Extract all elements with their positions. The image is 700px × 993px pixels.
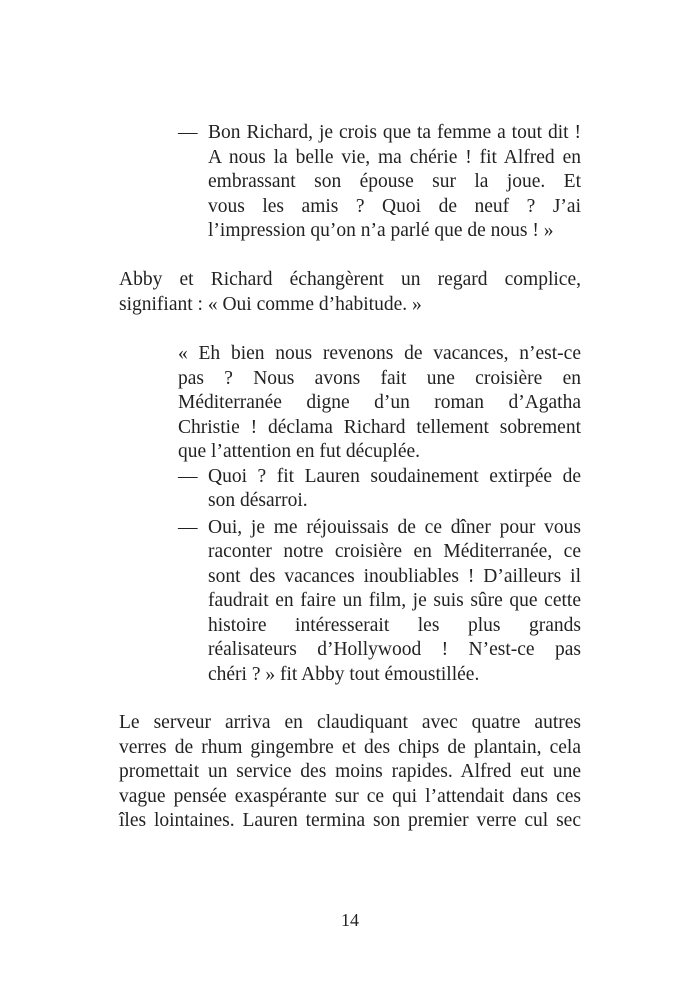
text-line: réalisateurs d’Hollywood ! N’est-ce pas <box>208 639 581 660</box>
text-line: A nous la belle vie, ma chérie ! fit Alfred en <box>208 146 581 168</box>
text-line: Christie ! déclama Richard tellement sobrement <box>178 416 581 438</box>
text-line: que l’attention en fut décuplée. <box>178 441 421 462</box>
dialogue-dash: — <box>178 465 198 487</box>
dialogue-abby <box>178 516 581 688</box>
text-line: Bon Richard, je crois que ta femme a tout dit ! <box>208 122 581 143</box>
paragraph-serveur <box>119 711 581 834</box>
dialogue-alfred <box>178 121 581 244</box>
text-line: Oui, je me réjouissais de ce dîner pour vous <box>208 516 581 538</box>
quote-block <box>178 342 581 687</box>
text-line: histoire intéresserait les plus grands <box>208 614 581 636</box>
page-number: 14 <box>341 910 359 930</box>
text-line: Quoi ? fit Lauren soudainement extirpée de <box>208 465 581 487</box>
dialogue-lauren <box>178 465 581 514</box>
text-line: chéri ? » fit Abby tout émoustillée. <box>208 663 480 685</box>
paragraph-abby-richard <box>119 268 581 317</box>
text-line: îles lointaines. Lauren termina son premier verre cul sec <box>119 810 581 831</box>
text-line: Abby et Richard échangèrent un regard complice, <box>119 269 581 290</box>
text-line: signifiant : « Oui comme d’habitude. » <box>119 293 422 315</box>
text-line: l’impression qu’on n’a parlé que de nous ! » <box>208 220 554 241</box>
dialogue-dash: — <box>178 122 198 143</box>
text-line: verres de rhum gingembre et des chips de plantain, cela <box>119 736 581 758</box>
text-line: vague pensée exaspérante sur ce qui l’attendait dans ces <box>119 785 581 807</box>
text-line: Méditerranée digne d’un roman d’Agatha <box>178 392 581 413</box>
text-line: vous les amis ? Quoi de neuf ? J’ai <box>208 195 581 217</box>
text-line: raconter notre croisière en Méditerranée, ce <box>208 541 581 562</box>
text-line: sont des vacances inoubliables ! D’ailleurs il <box>208 565 581 587</box>
text-line: promettait un service des moins rapides. Alfred eut une <box>119 761 581 782</box>
text-line: faudrait en faire un film, je suis sûre que cette <box>208 590 581 611</box>
text-line: embrassant son épouse sur la joue. Et <box>208 171 581 192</box>
text-line: Le serveur arriva en claudiquant avec quatre autres <box>119 712 581 733</box>
dialogue-dash: — <box>178 516 198 538</box>
text-line: « Eh bien nous revenons de vacances, n’est-ce <box>178 343 581 364</box>
text-line: pas ? Nous avons fait une croisière en <box>178 367 581 389</box>
text-line: son désarroi. <box>208 490 308 511</box>
